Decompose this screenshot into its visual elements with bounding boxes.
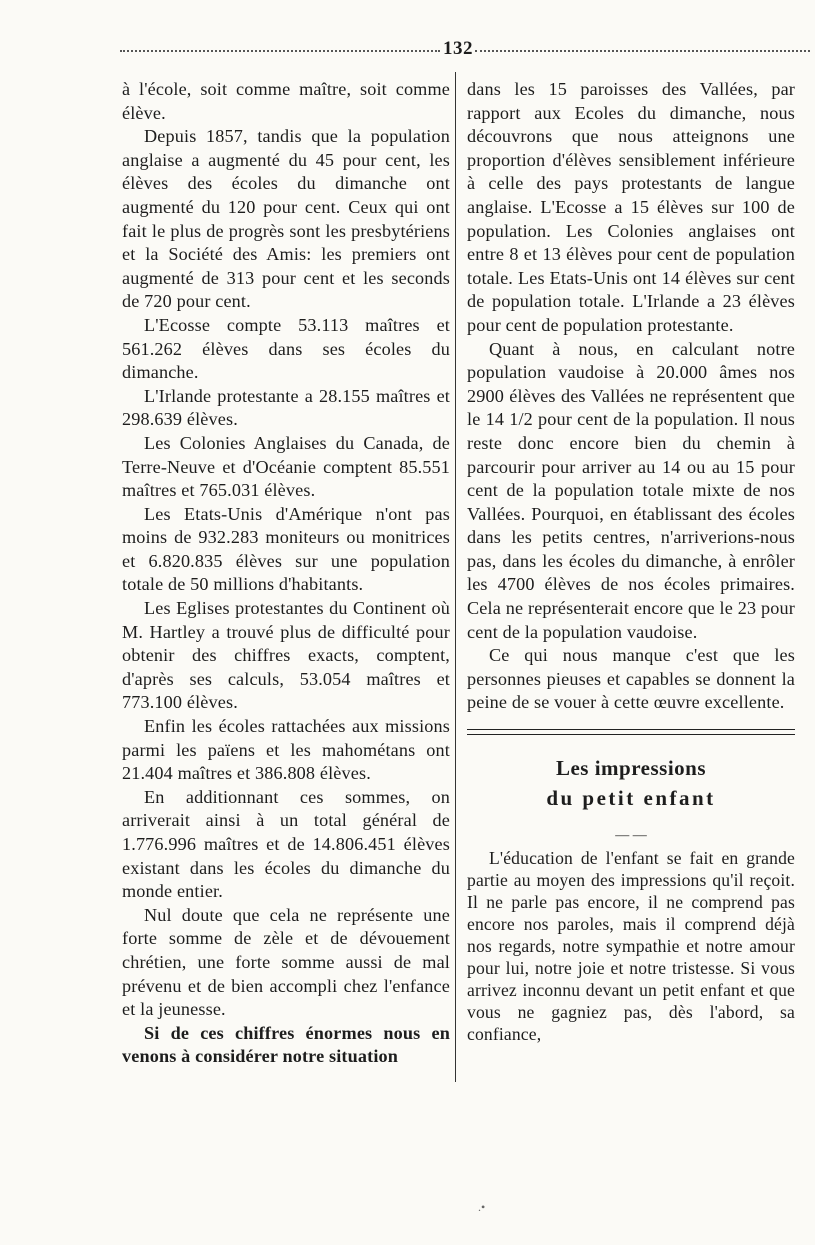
title-dash: — — (615, 828, 647, 844)
section-divider (467, 729, 795, 735)
paragraph: Les Colonies Anglaises du Canada, de Terre-Neuve et d'Océanie comptent 85.551 maîtres et 765.031 élèves. (122, 432, 450, 501)
paragraph: Si de ces chiffres énormes nous en venons à considérer notre situation (122, 1022, 450, 1067)
paragraph: L'Ecosse compte 53.113 maîtres et 561.262 élèves dans ses écoles du dimanche. (122, 314, 450, 383)
page-number: 132 (443, 38, 473, 59)
article-title-line-2: du petit enfant (546, 786, 716, 811)
paragraph: Quant à nous, en calculant notre population vaudoise à 20.000 âmes nos 2900 élèves des Vallées ne représentent que le 14 1/2 pour cent de la population. Il nous reste donc encore bien du chemin à parcourir pour arriver au 14 ou au 15 pour cent de la population totale mixte de nos Vallées. Pourquoi, en établissant des écoles dans les petits centres, n'arriverions-nous pas, dans les écoles du dimanche, à enrôler les 4700 élèves de nos écoles primaires. Cela ne représenterait encore que le 23 pour cent de la population vaudoise. (467, 338, 795, 642)
page-header (120, 38, 810, 62)
header-rule-right (475, 50, 810, 52)
article-body: L'éducation de l'enfant se fait en grande partie au moyen des impressions qu'il reçoit. Il ne parle pas encore, il ne comprend pas encore nos paroles, mais il comprend déjà nos regards, notre sympathie et notre amour pour lui, notre joie et notre tristesse. Si vous arrivez inconnu devant un petit enfant et que vous ne gagniez pas, dès l'abord, sa confiance, (467, 848, 795, 1045)
right-column (467, 78, 795, 1045)
paragraph: Enfin les écoles rattachées aux missions parmi les païens et les mahométans ont 21.404 maîtres et 386.808 élèves. (122, 716, 450, 784)
header-rule-left (120, 50, 440, 52)
paragraph: En additionnant ces sommes, on arriverait ainsi à un total général de 1.776.996 maîtres et de 14.806.451 élèves existant dans les écoles du dimanche du monde entier. (122, 786, 450, 902)
paragraph: Les Etats-Unis d'Amérique n'ont pas moins de 932.283 moniteurs ou monitrices et 6.820.835 élèves sur une population totale de 50 millions d'habitants. (122, 503, 450, 595)
print-speck: .• (478, 1200, 486, 1214)
paragraph: à l'école, soit comme maître, soit comme élève. (122, 79, 450, 123)
paragraph: Depuis 1857, tandis que la population anglaise a augmenté du 45 pour cent, les élèves des écoles du dimanche ont augmenté du 120 pour cent. Ceux qui ont fait le plus de progrès sont les presbytériens et la Société des Amis: les premiers ont augmenté de 313 pour cent et les seconds de 720 pour cent. (122, 126, 450, 312)
article-title-line-1: Les impressions (555, 756, 707, 781)
paragraph: Nul doute que cela ne représente une forte somme de zèle et de dévouement chrétien, une forte somme aussi de mal prévenu et de bien accompli chez l'enfance et la jeunesse. (122, 904, 450, 1020)
paragraph: L'Irlande protestante a 28.155 maîtres et 298.639 élèves. (122, 385, 450, 430)
paragraph: Les Eglises protestantes du Continent où M. Hartley a trouvé plus de difficulté pour obtenir des chiffres exacts, comptent, d'après ses calculs, 53.054 maîtres et 773.100 élèves. (122, 598, 450, 713)
left-column (122, 78, 450, 1069)
paragraph: dans les 15 paroisses des Vallées, par rapport aux Ecoles du dimanche, nous découvrons que nous atteignons une proportion d'élèves sensiblement inférieure à celle des pays protestants de langue anglaise. L'Ecosse a 15 élèves sur 100 de population. Les Colonies anglaises ont entre 8 et 13 élèves pour cent de population totale. Les Etats-Unis ont 14 élèves sur cent de population totale. L'Irlande a 23 élèves pour cent de population protestante. (467, 79, 795, 335)
paragraph: Ce qui nous manque c'est que les personnes pieuses et capables se donnent la peine de se vouer à cette œuvre excellente. (467, 645, 795, 713)
column-divider (455, 72, 456, 1082)
article-title (467, 753, 795, 813)
